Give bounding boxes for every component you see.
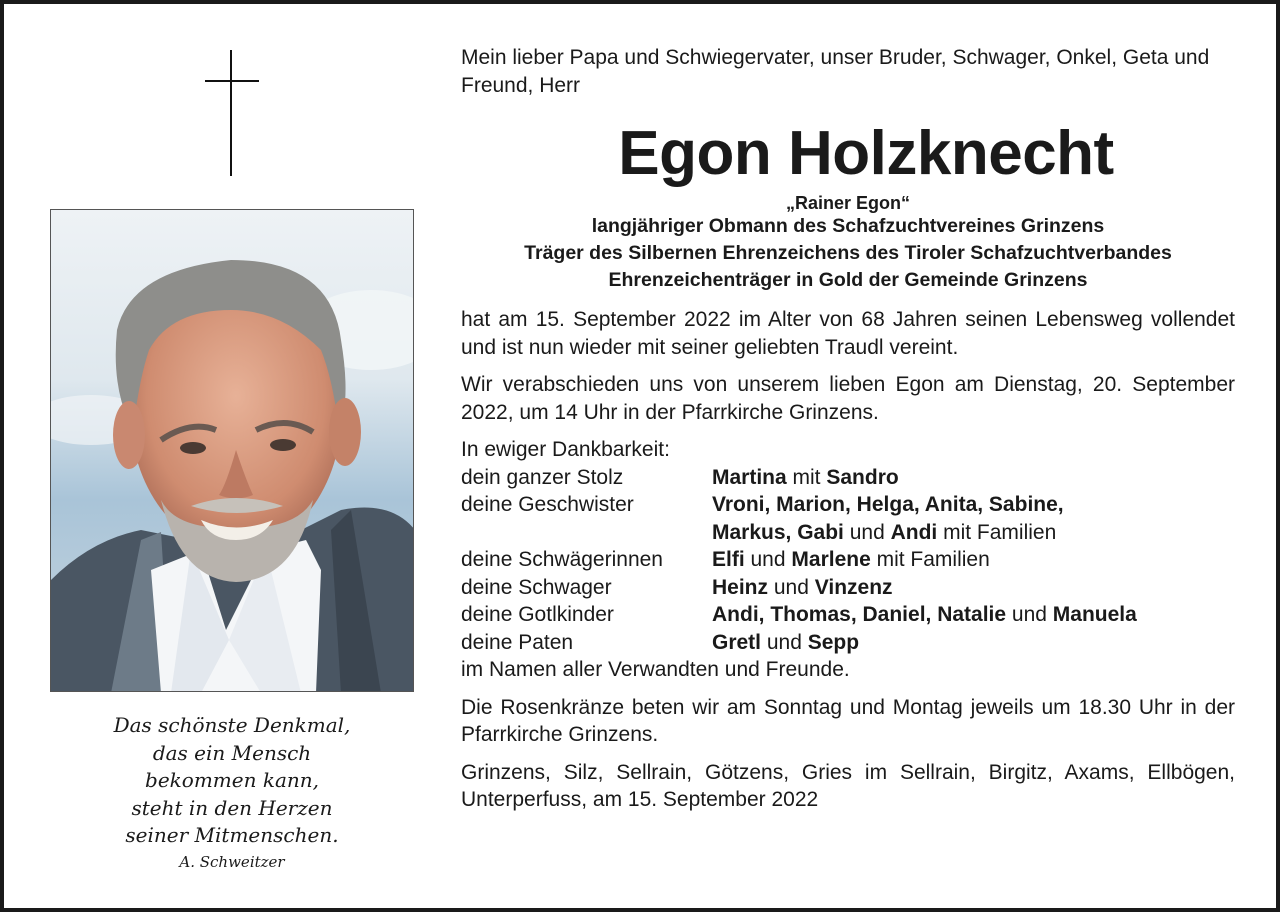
family-relation: deine Gotlkinder (461, 603, 614, 626)
family-name-part: und (843, 520, 891, 544)
rosary-paragraph: Die Rosenkränze beten wir am Sonntag und Montag jeweils um 18.30 Uhr in der Pfarrkirche Grinzens. (461, 695, 1235, 746)
family-name-part: Martina (712, 465, 787, 489)
family-relation: deine Schwägerinnen (461, 548, 663, 571)
family-row (461, 546, 1235, 574)
intro-text: Mein lieber Papa und Schwiegervater, unser Bruder, Schwager, Onkel, Geta und Freund, Herr (461, 46, 1210, 97)
family-relation: dein ganzer Stolz (461, 465, 624, 489)
family-names (712, 519, 1235, 547)
family-name-part: Sepp (807, 630, 860, 654)
family-name-part: mit (786, 465, 827, 489)
family-name-part: Sandro (826, 465, 899, 489)
family-name-part: Markus, Gabi (712, 520, 844, 544)
family-row (461, 519, 1235, 547)
family-name-part: Manuela (1052, 603, 1137, 626)
family-name-part: Heinz (712, 575, 769, 599)
family-name-part: Gretl (712, 630, 762, 654)
family-relation: deine Geschwister (461, 493, 634, 516)
family-name-part: Elfi (712, 548, 745, 571)
honor-line: Ehrenzeichenträger in Gold der Gemeinde Grinzens (608, 269, 1088, 291)
farewell-paragraph: Wir verabschieden uns von unserem lieben Egon am Dienstag, 20. September 2022, um 14 Uhr in der Pfarrkirche Grinzens. (461, 373, 1235, 424)
quote-line: steht in den Herzen (131, 795, 333, 820)
family-name-part: Vinzenz (814, 575, 893, 599)
family-row (461, 464, 1235, 492)
family-relation (461, 519, 712, 547)
honor-line: Träger des Silbernen Ehrenzeichens des Tiroler Schafzuchtverbandes (524, 242, 1172, 264)
portrait-photo (50, 209, 414, 692)
family-names (712, 574, 1235, 602)
quote-line: bekommen kann, (145, 768, 319, 792)
relatives-line: im Namen aller Verwandten und Freunde. (461, 658, 850, 681)
family-names (712, 464, 1235, 492)
gratitude-line: In ewiger Dankbarkeit: (461, 438, 670, 461)
family-names (712, 629, 1235, 657)
memorial-quote (50, 712, 414, 874)
family-row (461, 601, 1235, 629)
cross-icon (230, 50, 232, 176)
cross-icon-bar (205, 80, 259, 82)
family-row (461, 629, 1235, 657)
quote-line: das ein Mensch (152, 740, 312, 765)
family-names (712, 546, 1235, 574)
honor-line: langjähriger Obmann des Schafzuchtvereines Grinzens (591, 215, 1105, 237)
family-names (712, 491, 1235, 519)
family-row (461, 491, 1235, 519)
family-names (712, 601, 1235, 629)
nickname: „Rainer Egon“ (785, 193, 910, 213)
family-relation: deine Paten (461, 630, 574, 654)
passing-paragraph: hat am 15. September 2022 im Alter von 68 Jahren seinen Lebensweg vollendet und ist nun wieder mit seiner geliebten Traudl vereint. (461, 308, 1235, 359)
family-name-part: und (761, 630, 808, 654)
deceased-name: Egon Holzknecht (618, 119, 1114, 188)
family-name-part: und (744, 548, 792, 571)
family-name-part: Marlene (791, 548, 871, 571)
family-name-part: Andi (890, 520, 938, 544)
family-name-part: Andi, Thomas, Daniel, Natalie (712, 603, 1007, 626)
family-name-part: mit Familien (937, 520, 1057, 544)
quote-line: Das schönste Denkmal, (113, 713, 351, 737)
places-paragraph: Grinzens, Silz, Sellrain, Götzens, Gries im Sellrain, Birgitz, Axams, Ellbögen, Unterperfuss, am 15. September 2022 (461, 760, 1235, 811)
quote-author: A. Schweitzer (179, 852, 285, 871)
family-row (461, 574, 1235, 602)
quote-line: seiner Mitmenschen. (125, 823, 339, 847)
family-relation: deine Schwager (461, 575, 612, 599)
family-name-part: mit Familien (870, 548, 990, 571)
family-name-part: Vroni, Marion, Helga, Anita, Sabine, (712, 493, 1064, 516)
notice-text (461, 44, 1235, 814)
family-list (461, 436, 1235, 684)
honors-block (461, 193, 1235, 294)
family-name-part: und (1006, 603, 1053, 626)
family-name-part: und (768, 575, 815, 599)
